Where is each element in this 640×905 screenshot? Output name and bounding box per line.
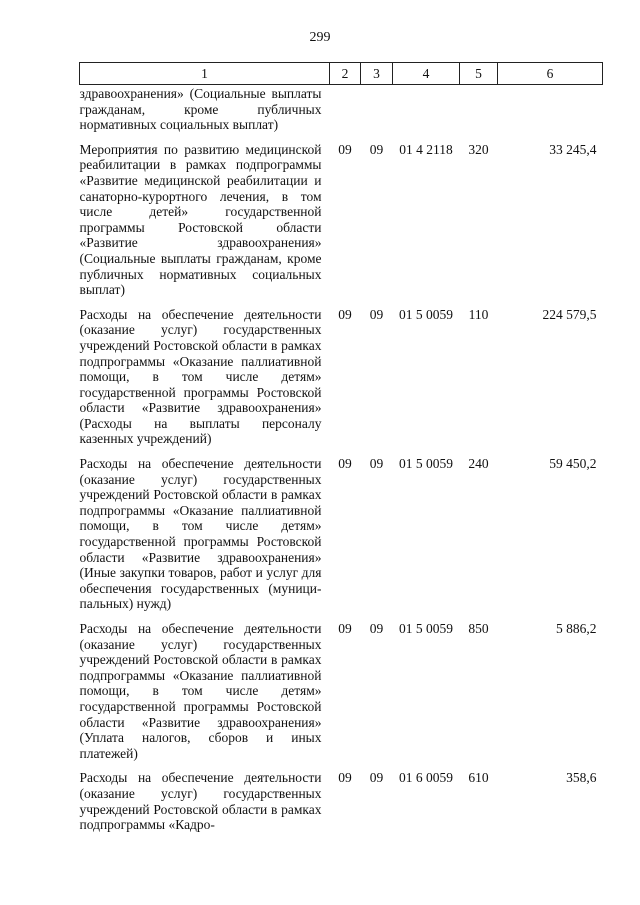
header-col-6: 6 (498, 63, 603, 85)
row-description: Расходы на обеспечение деятельности (оказание услуг) государственных учреждений Ростовской области в рамках подпрограммы «Оказание паллиативной помощи, в том числе детям» государственной программы Ростовской области «Развитие здравоохранения» (Уплата налогов, сборов и иных платежей) (79, 621, 322, 761)
row-expense-type: 320 (468, 141, 489, 157)
row-target-article: 01 5 0059 (399, 306, 453, 322)
row-section: 09 (338, 306, 352, 322)
header-col-2: 2 (330, 63, 361, 85)
row-amount: 5 886,2 (556, 621, 597, 636)
table-row (80, 456, 603, 621)
row-expense-type (460, 85, 498, 142)
table-body (80, 85, 603, 833)
row-amount: 358,6 (566, 770, 597, 786)
row-description: Расходы на обеспечение деятельности (оказание услуг) государственных учреждений Ростовской области в рамках подпрограммы «Кадро- (79, 770, 322, 833)
header-col-3: 3 (361, 63, 393, 85)
header-col-4: 4 (393, 63, 460, 85)
table-row (80, 307, 603, 456)
budget-table (79, 62, 603, 833)
row-target-article (393, 85, 460, 142)
row-amount: 59 450,2 (549, 456, 597, 472)
row-section: 09 (338, 770, 352, 786)
row-description: Расходы на обеспечение деятельности (оказание услуг) государственных учреждений Ростовской области в рамках подпрограммы «Оказание паллиативной помощи, в том числе детям» государственной программы Ростовской области «Развитие здравоохранения» (Расходы на выплаты персоналу казенных учреждений) (79, 306, 322, 447)
row-amount: 33 245,4 (549, 141, 597, 157)
row-description: Мероприятия по развитию медицинской реабилитации в рамках подпрограммы «Развитие медицинской реабилитации и санаторно-курортного лечения, в том числе детей» государственной программы Ростовской области «Развитие здравоохранения» (Социальные выплаты гражданам, кроме публичных нормативных социальных выплат) (79, 141, 322, 298)
row-amount (498, 85, 603, 142)
row-description: Расходы на обеспечение деятельности (оказание услуг) государственных учреждений Ростовской области в рамках подпрограммы «Оказание паллиативной помощи, в том числе детям» государственной программы Ростовской области «Развитие здравоохранения» (Иные закупки товаров, работ и услуг для обеспечения государственных (муниципальных) нужд) (79, 456, 322, 612)
row-subsection (361, 85, 393, 142)
table-row (80, 85, 603, 142)
row-expense-type: 610 (468, 770, 489, 786)
row-section: 09 (338, 141, 352, 157)
page-number: 299 (309, 30, 331, 45)
row-subsection: 09 (369, 621, 384, 636)
table-header (80, 63, 603, 85)
row-section (330, 85, 361, 142)
row-target-article: 01 5 0059 (399, 621, 453, 636)
row-target-article: 01 5 0059 (399, 456, 453, 472)
header-col-5: 5 (460, 63, 498, 85)
row-section: 09 (338, 456, 352, 472)
row-expense-type: 240 (468, 456, 489, 472)
row-subsection: 09 (369, 770, 384, 786)
row-subsection: 09 (369, 141, 384, 157)
header-col-1: 1 (80, 63, 330, 85)
table-row (80, 142, 603, 307)
row-description: здравоохранения» (Социальные выплаты гражданам, кроме публичных нормативных социальных выплат) (79, 86, 322, 133)
row-subsection: 09 (369, 456, 384, 472)
row-target-article: 01 4 2118 (399, 141, 453, 157)
row-expense-type: 850 (468, 621, 489, 636)
table-row (80, 621, 603, 770)
header-row (80, 63, 603, 85)
row-target-article: 01 6 0059 (399, 770, 453, 786)
row-amount: 224 579,5 (542, 306, 597, 322)
row-expense-type: 110 (468, 306, 489, 322)
table-row (80, 770, 603, 832)
row-subsection: 09 (369, 306, 384, 322)
row-section: 09 (338, 621, 352, 636)
